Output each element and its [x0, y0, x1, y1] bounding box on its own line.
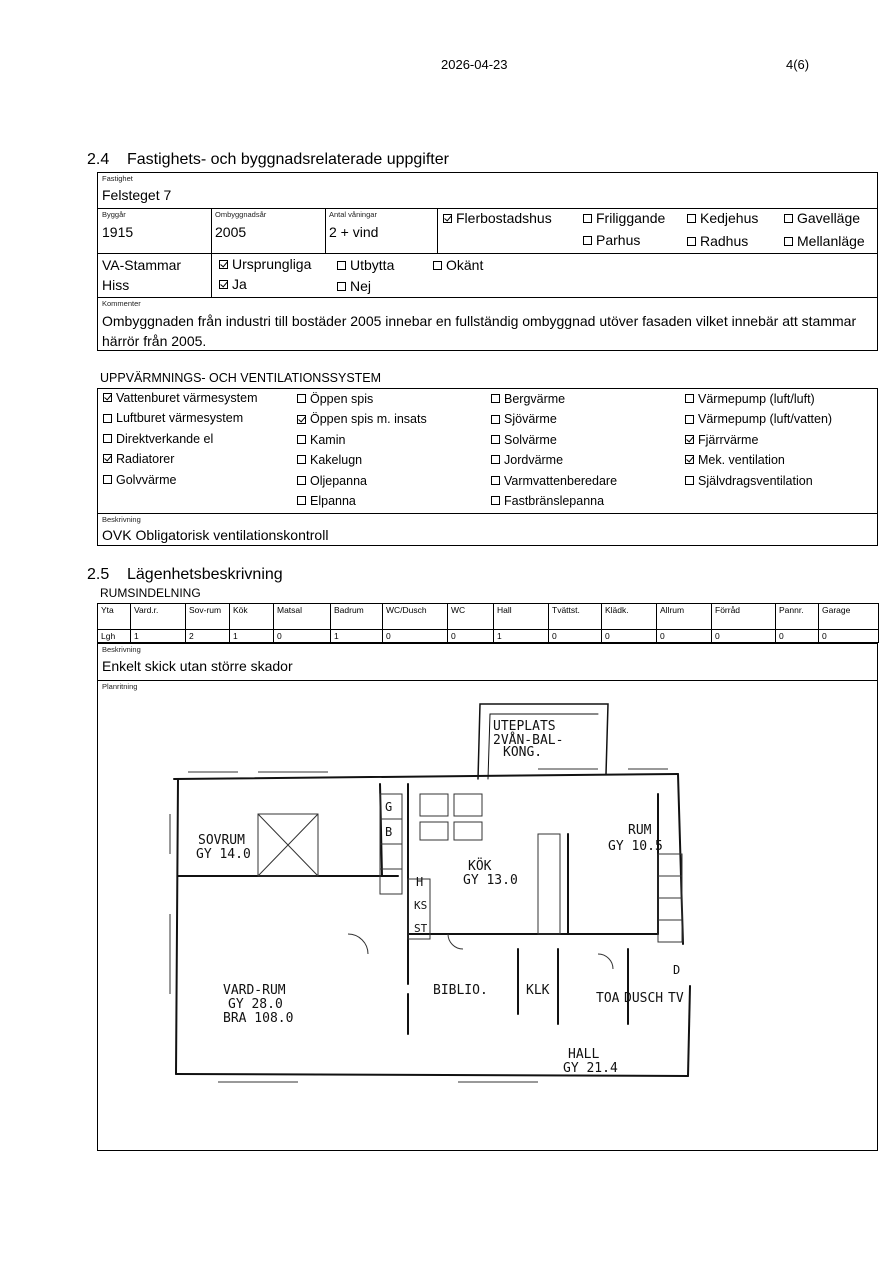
label-h: H [416, 875, 424, 889]
checkbox-icon [491, 476, 500, 485]
checkbox-icon [685, 415, 694, 424]
label-balkong-2: KONG. [503, 745, 543, 760]
kommentar-text: Ombyggnaden från industri till bostäder 2005 innebar en fullständig ombyggnad utöver fasaden vilket innebär att stammar härrör från 2005. [102, 313, 857, 349]
windows-north [188, 769, 668, 772]
label-balkong-1: 2VÅN-BAL- [493, 733, 564, 748]
checkbox-heating-3-4[interactable]: Självdragsventilation [685, 474, 813, 488]
checkbox-icon [103, 414, 112, 423]
checkbox-heating-0-0[interactable]: Vattenburet värmesystem [103, 391, 258, 405]
checkbox-icon [337, 282, 346, 291]
bed-cross [258, 814, 318, 876]
checkbox-heating-1-3[interactable]: Kakelugn [297, 453, 362, 467]
floor-plan-drawing [158, 694, 798, 1144]
checkbox-icon [687, 237, 696, 246]
kitchen-chair [454, 822, 482, 840]
room-header-cell: Matsal [274, 604, 331, 630]
wardrobe [658, 854, 682, 876]
room-header-cell: Tvättst. [549, 604, 602, 630]
heating-beskrivning-label: Beskrivning [102, 515, 141, 524]
checkbox-heating-2-3[interactable]: Jordvärme [491, 453, 563, 467]
label-vardrum-area: GY 28.0 [228, 997, 283, 1012]
wardrobe [658, 920, 682, 942]
label-rum: RUM [628, 823, 652, 838]
checkbox-heating-3-3[interactable]: Mek. ventilation [685, 453, 785, 467]
room-value-cell: 0 [712, 630, 776, 643]
checkbox-icon [583, 236, 592, 245]
checkbox-icon [687, 214, 696, 223]
checkbox-heating-0-3[interactable]: Radiatorer [103, 452, 174, 466]
checkbox-icon [103, 454, 112, 463]
label-ks: KS [414, 899, 428, 912]
checkbox-icon [297, 455, 306, 464]
section-number: 2.4 [87, 151, 110, 168]
checkbox-icon [685, 435, 694, 444]
label-sovrum: SOVRUM [198, 833, 245, 848]
kitchen-chair [420, 822, 448, 840]
checkbox-icon [491, 435, 500, 444]
room-header-cell: WC/Dusch [383, 604, 448, 630]
label-g: G [385, 800, 393, 814]
checkbox-icon [103, 475, 112, 484]
label-uteplats: UTEPLATS [493, 719, 556, 734]
room-table-header [98, 604, 879, 630]
wardrobe [380, 844, 402, 869]
label-hall: HALL [568, 1047, 600, 1062]
label-st: ST [414, 922, 428, 935]
checkbox-icon [685, 476, 694, 485]
checkbox-heating-3-0[interactable]: Värmepump (luft/luft) [685, 392, 815, 406]
checkbox-kedjehus[interactable]: Kedjehus [687, 210, 758, 226]
section-title: Lägenhetsbeskrivning [127, 566, 283, 583]
checkbox-heating-2-0[interactable]: Bergvärme [491, 392, 565, 406]
checkbox-icon [297, 476, 306, 485]
room-header-cell: Pannr. [776, 604, 819, 630]
room-value-cell: 1 [230, 630, 274, 643]
vaningar-value: 2 + vind [329, 224, 379, 240]
checkbox-flerbostadshus[interactable]: Flerbostadshus [443, 210, 552, 226]
door-arc [448, 934, 463, 949]
wall-east-lower [688, 986, 690, 1076]
label-toa: TOA [596, 991, 620, 1006]
ombyggnadsar-value: 2005 [215, 224, 247, 240]
room-header-cell: Allrum [657, 604, 712, 630]
room-header-cell: Sov-rum [186, 604, 230, 630]
checkbox-icon [297, 435, 306, 444]
kommentar-label: Kommenter [102, 299, 141, 308]
checkbox-icon [103, 434, 112, 443]
label-d: D [673, 963, 681, 977]
room-value-cell: 0 [657, 630, 712, 643]
checkbox-icon [103, 393, 112, 402]
door-arc [348, 934, 368, 954]
label-klk: KLK [526, 983, 550, 998]
kitchen-chair [420, 794, 448, 816]
checkbox-ursprungliga[interactable]: Ursprungliga [219, 256, 311, 272]
door-arc [598, 954, 613, 969]
checkbox-friliggande[interactable]: Friliggande [583, 210, 665, 226]
room-header-cell: Vard.r. [131, 604, 186, 630]
wardrobe [658, 876, 682, 898]
checkbox-icon [784, 237, 793, 246]
checkbox-heating-2-2[interactable]: Solvärme [491, 433, 557, 447]
label-rum-area: GY 10.5 [608, 839, 663, 854]
room-value-cell: 1 [331, 630, 383, 643]
checkbox-icon [491, 455, 500, 464]
va-stammar-label: VA-Stammar [102, 257, 182, 273]
planritning-label: Planritning [102, 682, 138, 691]
checkbox-heating-1-4[interactable]: Oljepanna [297, 474, 367, 488]
heating-title: UPPVÄRMNINGS- OCH VENTILATIONSSYSTEM [100, 371, 382, 385]
kitchen-chair [454, 794, 482, 816]
checkbox-icon [583, 214, 592, 223]
room-header-cell: Förråd [712, 604, 776, 630]
checkbox-heating-1-1[interactable]: Öppen spis m. insats [297, 412, 427, 426]
checkbox-icon [491, 415, 500, 424]
checkbox-heating-2-4[interactable]: Varmvattenberedare [491, 474, 617, 488]
room-header-cell: Badrum [331, 604, 383, 630]
apt-beskrivning-text: Enkelt skick utan större skador [102, 658, 293, 674]
checkbox-heating-3-1[interactable]: Värmepump (luft/vatten) [685, 412, 832, 426]
label-bra: BRA 108.0 [223, 1011, 294, 1026]
section-title: Fastighets- och byggnadsrelaterade uppgifter [127, 151, 449, 168]
section-number: 2.5 [87, 566, 110, 583]
label-biblio: BIBLIO. [433, 983, 488, 998]
room-header-cell: Hall [494, 604, 549, 630]
checkbox-heating-0-2[interactable]: Direktverkande el [103, 432, 213, 446]
checkbox-icon [219, 260, 228, 269]
wardrobe [380, 869, 402, 894]
kitchen-counter [538, 834, 560, 934]
label-kok: KÖK [468, 859, 492, 874]
label-tv: TV [668, 991, 684, 1006]
room-value-cell: Lgh [98, 630, 131, 643]
checkbox-radhus[interactable]: Radhus [687, 233, 748, 249]
document-date: 2026-04-23 [441, 57, 508, 72]
checkbox-icon [297, 394, 306, 403]
vaningar-label: Antal våningar [329, 210, 377, 219]
checkbox-icon [491, 394, 500, 403]
checkbox-icon [784, 214, 793, 223]
checkbox-icon [337, 261, 346, 270]
checkbox-hiss-nej[interactable]: Nej [337, 278, 371, 294]
checkbox-heating-1-2[interactable]: Kamin [297, 433, 345, 447]
room-header-cell: Kök [230, 604, 274, 630]
checkbox-heating-3-2[interactable]: Fjärrvärme [685, 433, 758, 447]
checkbox-parhus[interactable]: Parhus [583, 232, 640, 248]
wall-west [176, 779, 178, 1074]
room-value-cell: 0 [776, 630, 819, 643]
room-value-cell: 1 [131, 630, 186, 643]
checkbox-okant[interactable]: Okänt [433, 257, 483, 273]
room-value-cell: 0 [819, 630, 879, 643]
heating-box [97, 388, 878, 546]
checkbox-heating-1-5[interactable]: Elpanna [297, 494, 356, 508]
checkbox-icon [433, 261, 442, 270]
byggar-label: Byggår [102, 210, 126, 219]
room-value-cell: 1 [494, 630, 549, 643]
label-hall-area: GY 21.4 [563, 1061, 618, 1076]
section-heading-2-4 [87, 151, 449, 169]
room-value-cell: 0 [448, 630, 494, 643]
checkbox-icon [685, 394, 694, 403]
checkbox-icon [685, 455, 694, 464]
room-table-row [98, 630, 879, 643]
wardrobe [658, 898, 682, 920]
checkbox-mellanlage[interactable]: Mellanläge [784, 233, 865, 249]
room-value-cell: 0 [383, 630, 448, 643]
rumsindelning-title: RUMSINDELNING [100, 586, 201, 600]
checkbox-icon [443, 214, 452, 223]
room-header-cell: Klädk. [602, 604, 657, 630]
checkbox-icon [219, 280, 228, 289]
checkbox-icon [297, 415, 306, 424]
label-dusch: DUSCH [624, 991, 664, 1006]
checkbox-heating-2-5[interactable]: Fastbränslepanna [491, 494, 604, 508]
room-value-cell: 0 [274, 630, 331, 643]
checkbox-heating-2-1[interactable]: Sjövärme [491, 412, 557, 426]
room-value-cell: 2 [186, 630, 230, 643]
label-vardrum: VARD-RUM [223, 983, 286, 998]
wall-north [174, 774, 678, 779]
hiss-label: Hiss [102, 277, 130, 293]
section-heading-2-5 [87, 566, 283, 584]
fastighet-label: Fastighet [102, 174, 133, 183]
checkbox-icon [491, 496, 500, 505]
checkbox-utbytta[interactable]: Utbytta [337, 257, 394, 273]
checkbox-heating-0-4[interactable]: Golvvärme [103, 473, 176, 487]
byggar-value: 1915 [102, 224, 134, 240]
label-kok-area: GY 13.0 [463, 873, 518, 888]
room-header-cell: Yta [98, 604, 131, 630]
property-box [97, 172, 878, 351]
checkbox-heating-1-0[interactable]: Öppen spis [297, 392, 373, 406]
room-table [97, 603, 879, 643]
room-value-cell: 0 [549, 630, 602, 643]
label-b: B [385, 825, 393, 839]
heating-beskrivning-text: OVK Obligatorisk ventilationskontroll [102, 527, 329, 543]
checkbox-gavellage[interactable]: Gavelläge [784, 210, 860, 226]
apt-beskrivning-label: Beskrivning [102, 645, 141, 654]
page-number: 4(6) [786, 57, 810, 72]
checkbox-icon [297, 496, 306, 505]
fastighet-value: Felsteget 7 [102, 187, 172, 203]
room-header-cell: WC [448, 604, 494, 630]
room-header-cell: Garage [819, 604, 879, 630]
apartment-box [97, 643, 878, 1151]
checkbox-heating-0-1[interactable]: Luftburet värmesystem [103, 411, 243, 425]
room-value-cell: 0 [602, 630, 657, 643]
label-sovrum-area: GY 14.0 [196, 847, 251, 862]
ombyggnadsar-label: Ombyggnadsår [215, 210, 267, 219]
checkbox-hiss-ja[interactable]: Ja [219, 276, 247, 292]
